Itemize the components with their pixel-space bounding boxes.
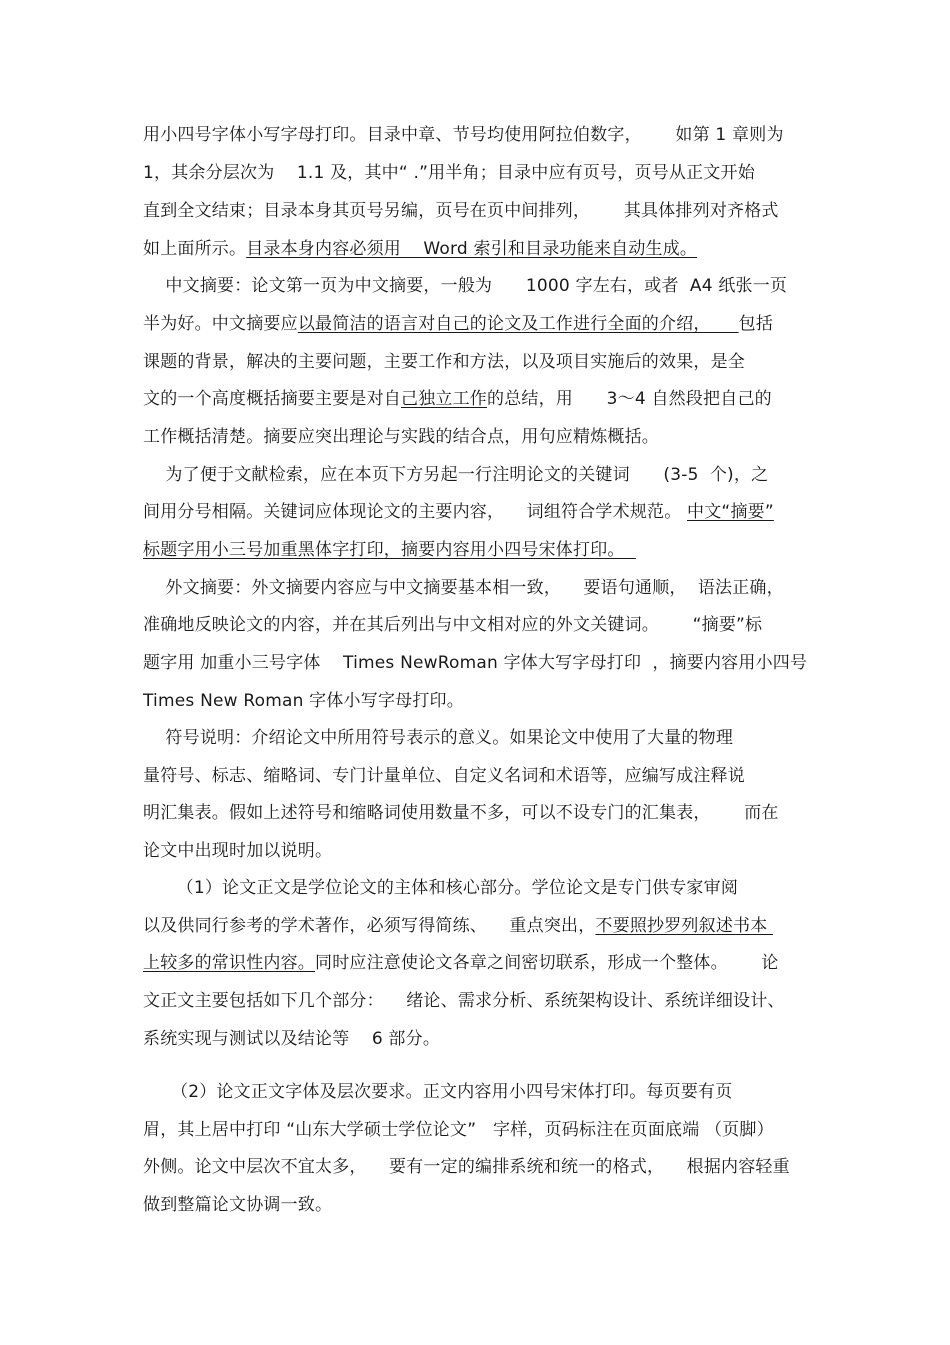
text-line: [143, 1120, 774, 1140]
text-line: [143, 1157, 790, 1177]
text-line: [143, 803, 779, 823]
text-segment: 明汇集表。假如上述符号和缩略词使用数量不多，可以不设专门的汇集表， 而在: [143, 803, 779, 823]
text-segment: 做到整篇论文协调一致。: [143, 1195, 333, 1215]
text-line: [143, 916, 773, 936]
text-segment: 以及供同行参考的学术著作，必须写得简练、 重点突出，: [143, 916, 596, 936]
text-line: [143, 615, 762, 635]
underlined-text: 不要照抄罗列叙述书本: [595, 916, 774, 936]
text-segment: 工作概括清楚。摘要应突出理论与实践的结合点，用句应精炼概括。: [143, 427, 659, 447]
text-segment: 直到全文结束；目录本身其页号另编，页号在页中间排列， 其具体排列对齐格式: [143, 201, 779, 221]
text-line: [143, 163, 755, 183]
text-segment: （1）论文正文是学位论文的主体和核心部分。学位论文是专门供专家审阅: [143, 878, 739, 898]
text-segment: 文正文主要包括如下几个部分： 绪论、需求分析、系统架构设计、系统详细设计、: [143, 991, 785, 1011]
text-line: [143, 540, 636, 560]
text-line: [143, 578, 784, 598]
text-segment: 中文摘要：论文第一页为中文摘要，一般为 1000 字左右，或者 A4 纸张一页: [143, 276, 788, 296]
underlined-text: 上较多的常识性内容。: [143, 953, 315, 973]
text-segment: 外侧。论文中层次不宜太多， 要有一定的编排系统和统一的格式， 根据内容轻重: [143, 1157, 790, 1177]
text-line: [143, 691, 464, 711]
text-line: [143, 728, 733, 748]
text-segment: 半为好。中文摘要应: [143, 314, 298, 334]
text-segment: 的总结，用 3～4 自然段把自己的: [487, 389, 772, 409]
text-line: [143, 1082, 732, 1102]
text-segment: 课题的背景，解决的主要问题，主要工作和方法，以及项目实施后的效果，是全: [143, 352, 745, 372]
text-segment: 包括: [738, 314, 774, 334]
text-line: [143, 239, 697, 259]
text-line: [143, 201, 779, 221]
text-line: [143, 953, 779, 973]
text-line: [143, 502, 774, 522]
underlined-text: 标题字用小三号加重黑体字打印，摘要内容用小四号宋体打印。: [143, 540, 636, 560]
text-line: [143, 276, 787, 296]
text-line: [143, 1029, 440, 1049]
text-line: [143, 991, 785, 1011]
text-segment: 为了便于文献检索，应在本页下方另起一行注明论文的关键词 (3-5 个)，之: [143, 465, 769, 485]
text-segment: 文的一个高度概括摘要主要是对自: [143, 389, 401, 409]
text-line: [143, 878, 738, 898]
text-line: [143, 653, 807, 673]
text-segment: 同时应注意使论文各章之间密切联系，形成一个整体。 论: [315, 953, 779, 973]
underlined-text: 以最简洁的语言对自己的论文及工作进行全面的介绍，: [297, 314, 739, 334]
text-segment: 间用分号相隔。关键词应体现论文的主要内容， 词组符合学术规范。: [143, 502, 688, 522]
text-line: [143, 314, 773, 334]
text-line: [143, 465, 768, 485]
text-segment: 系统实现与测试以及结论等 6 部分。: [143, 1029, 441, 1049]
text-segment: 外文摘要：外文摘要内容应与中文摘要基本相一致， 要语句通顺， 语法正确，: [143, 578, 784, 598]
text-line: [143, 389, 772, 409]
underlined-text: 中文“摘要”: [687, 502, 774, 522]
text-line: [143, 841, 332, 861]
text-segment: 量符号、标志、缩略词、专门计量单位、自定义名词和术语等，应编写成注释说: [143, 766, 745, 786]
text-segment: Times New Roman 字体小写字母打印。: [143, 691, 464, 711]
text-segment: 符号说明：介绍论文中所用符号表示的意义。如果论文中使用了大量的物理: [143, 728, 734, 748]
text-line: [143, 352, 745, 372]
text-segment: 准确地反映论文的内容，并在其后列出与中文相对应的外文关键词。 “摘要”标: [143, 615, 763, 635]
underlined-text: 目录本身内容必须用 Word 索引和目录功能来自动生成。: [246, 239, 698, 259]
text-segment: 题字用 加重小三号字体 Times NewRoman 字体大写字母打印 ，摘要内容用小四号: [143, 653, 808, 673]
text-line: [143, 766, 745, 786]
text-line: [143, 125, 784, 145]
text-segment: （2）论文正文字体及层次要求。正文内容用小四号宋体打印。每页要有页: [143, 1082, 733, 1102]
text-line: [143, 1195, 332, 1215]
text-segment: 用小四号字体小写字母打印。目录中章、节号均使用阿拉伯数字， 如第 1 章则为: [143, 125, 784, 145]
text-segment: 论文中出现时加以说明。: [143, 841, 333, 861]
text-line: [143, 427, 659, 447]
text-segment: 如上面所示。: [143, 239, 247, 259]
text-segment: 1，其余分层次为 1.1 及，其中“ .”用半角；目录中应有页号，页号从正文开始: [143, 163, 755, 183]
text-segment: 眉，其上居中打印 “山东大学硕士学位论文” 字样，页码标注在页面底端 （页脚）: [143, 1120, 774, 1140]
underlined-text: 己独立工作: [401, 389, 487, 409]
